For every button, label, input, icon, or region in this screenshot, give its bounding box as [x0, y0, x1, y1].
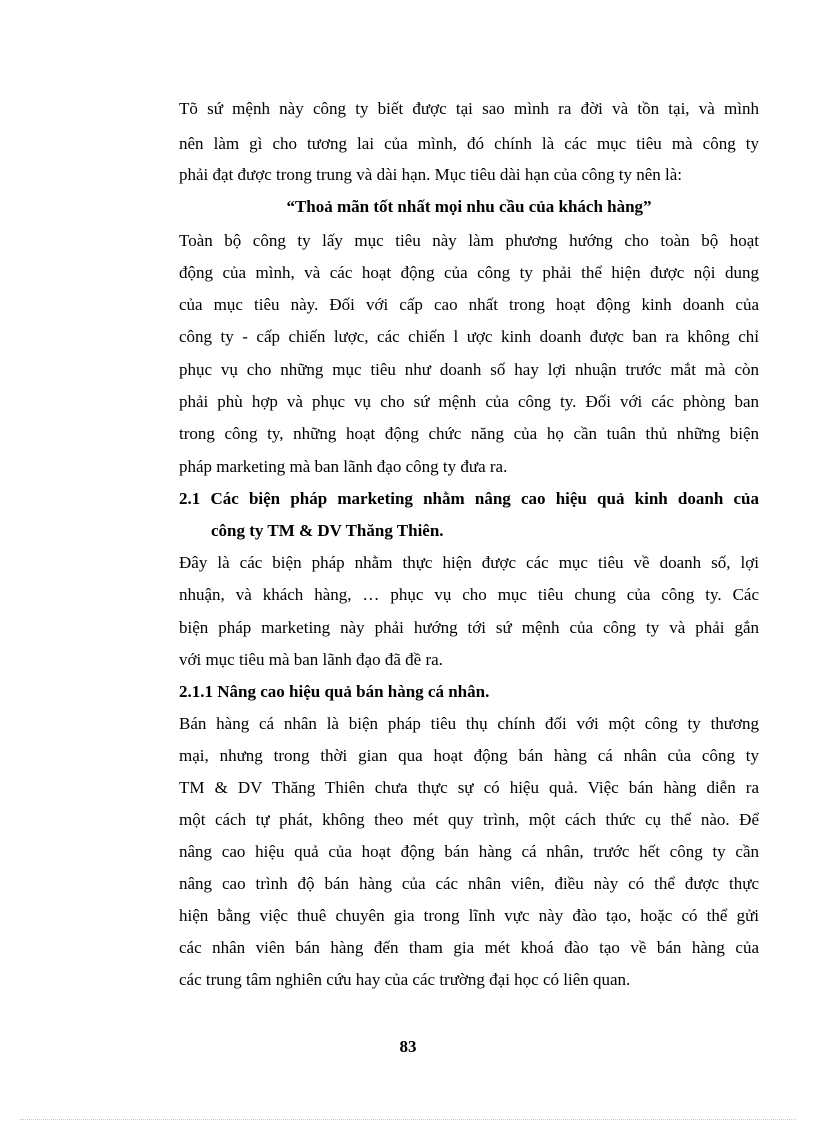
paragraph-line: các nhân viên bán hàng đến tham gia mét khoá đào tạo về bán hàng của [179, 938, 759, 957]
paragraph-line: TM & DV Thăng Thiên chưa thực sự có hiệu quả. Việc bán hàng diễn ra [179, 778, 759, 797]
paragraph-line: các trung tâm nghiên cứu hay của các trường đại học có liên quan. [179, 970, 631, 989]
paragraph-line: Toàn bộ công ty lấy mục tiêu này làm phương hướng cho toàn bộ hoạt [179, 231, 759, 250]
paragraph-line: công ty - cấp chiến lược, các chiến l ược kinh doanh được ban ra không chỉ [179, 327, 759, 346]
paragraph-line: mại, nhưng trong thời gian qua hoạt động bán hàng cá nhân của công ty [179, 746, 759, 765]
paragraph-line: động của mình, và các hoạt động của công ty phải thể hiện được nội dung [179, 263, 759, 282]
paragraph-line: biện pháp marketing này phải hướng tới sứ mệnh của công ty và phải gắn [179, 618, 759, 637]
paragraph-line: phải phù hợp và phục vụ cho sứ mệnh của công ty. Đối với các phòng ban [179, 392, 759, 411]
paragraph-line: trong công ty, những hoạt động chức năng của họ cần tuân thủ những biện [179, 424, 759, 443]
mission-quote: “Thoả mãn tốt nhất mọi nhu cầu của khách hàng” [286, 197, 652, 216]
paragraph-line: Tõ sứ mệnh này công ty biết được tại sao mình ra đời và tồn tại, và mình [179, 99, 759, 118]
paragraph-line: nâng cao hiệu quả của hoạt động bán hàng cá nhân, trước hết công ty cần [179, 842, 759, 861]
paragraph-line: với mục tiêu mà ban lãnh đạo đã đề ra. [179, 650, 443, 669]
page-number: 83 [399, 1037, 417, 1056]
paragraph-line: Đây là các biện pháp nhằm thực hiện được các mục tiêu về doanh số, lợi [179, 553, 759, 572]
paragraph-line: nhuận, và khách hàng, … phục vụ cho mục tiêu chung của công ty. Các [179, 585, 759, 604]
paragraph-line: pháp marketing mà ban lãnh đạo công ty đưa ra. [179, 457, 508, 476]
subsection-heading: 2.1.1 Nâng cao hiệu quả bán hàng cá nhân. [179, 682, 490, 701]
paragraph-line: một cách tự phát, không theo mét quy trình, một cách thức cụ thể nào. Để [179, 810, 759, 829]
page-bottom-border [20, 1119, 796, 1120]
paragraph-line: phục vụ cho những mục tiêu như doanh số hay lợi nhuận trước mắt mà còn [179, 360, 759, 379]
section-heading: 2.1 Các biện pháp marketing nhằm nâng cao hiệu quả kinh doanh của [179, 489, 759, 508]
paragraph-line: phải đạt được trong trung và dài hạn. Mục tiêu dài hạn của công ty nên là: [179, 165, 683, 184]
paragraph-line: nâng cao trình độ bán hàng của các nhân viên, điều này có thể được thực [179, 874, 759, 893]
paragraph-line: Bán hàng cá nhân là biện pháp tiêu thụ chính đối với một công ty thương [179, 714, 759, 733]
paragraph-line: của mục tiêu này. Đối với cấp cao nhất trong hoạt động kinh doanh của [179, 295, 759, 314]
section-heading-continued: công ty TM & DV Thăng Thiên. [211, 521, 444, 540]
paragraph-line: nên làm gì cho tương lai của mình, đó chính là các mục tiêu mà công ty [179, 134, 759, 153]
paragraph-line: hiện bằng việc thuê chuyên gia trong lĩnh vực này đào tạo, hoặc có thể gửi [179, 906, 759, 925]
